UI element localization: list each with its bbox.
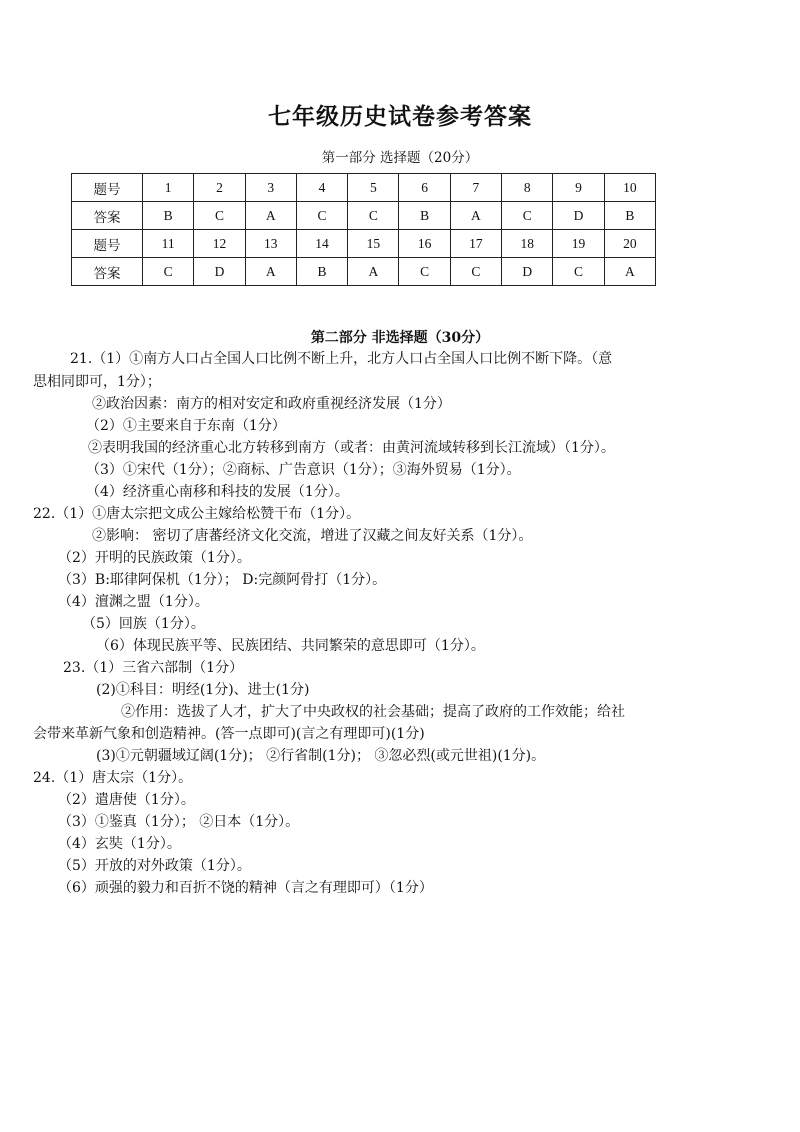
table-cell: 13	[245, 230, 296, 258]
answer-line: （2）①主要来自于东南（1分）	[86, 418, 286, 434]
answer-line: （3）B:耶律阿保机（1分）； D:完颜阿骨打（1分）。	[58, 572, 387, 588]
part2-heading: 第二部分 非选择题（30分）	[310, 330, 490, 346]
answer-line: (2)①科目：明经(1分)、进士(1分)	[96, 682, 310, 698]
answer-line: （6）体现民族平等、民族团结、共同繁荣的意思即可（1分）。	[96, 638, 485, 654]
table-cell: C	[296, 202, 347, 230]
table-cell: 19	[553, 230, 604, 258]
table-cell: D	[553, 202, 604, 230]
table-cell: C	[502, 202, 553, 230]
table-cell: 8	[502, 174, 553, 202]
table-cell: A	[245, 258, 296, 286]
answer-line: 21.（1）①南方人口占全国人口比例不断上升，北方人口占全国人口比例不断下降。（意	[70, 351, 613, 367]
table-cell: 10	[604, 174, 655, 202]
table-cell: A	[348, 258, 399, 286]
answer-line: （3）①宋代（1分）；②商标、广告意识（1分）；③海外贸易（1分）。	[86, 462, 521, 478]
table-cell: 18	[502, 230, 553, 258]
answer-line: ②表明我国的经济重心北方转移到南方（或者：由黄河流域转移到长江流域）（1分）。	[88, 440, 615, 456]
table-cell: C	[450, 258, 501, 286]
table-cell: 16	[399, 230, 450, 258]
table-cell: A	[450, 202, 501, 230]
answer-line: （3）①鉴真（1分）； ②日本（1分）。	[58, 814, 300, 830]
answer-line: （2）开明的民族政策（1分）。	[58, 550, 251, 566]
table-cell: 15	[348, 230, 399, 258]
table-cell: 6	[399, 174, 450, 202]
table-cell: 12	[194, 230, 245, 258]
table-cell: 7	[450, 174, 501, 202]
table-row	[72, 230, 656, 258]
table-cell: 20	[604, 230, 655, 258]
table-cell: 3	[245, 174, 296, 202]
answer-line: (3)①元朝疆域辽阔(1分)； ②行省制(1分)； ③忽必烈(或元世祖)(1分)。	[96, 748, 546, 764]
table-cell: C	[399, 258, 450, 286]
answer-line: （2）遣唐使（1分）。	[58, 792, 195, 808]
answer-line: 24.（1）唐太宗（1分）。	[33, 770, 193, 786]
table-cell: A	[604, 258, 655, 286]
table-cell: D	[502, 258, 553, 286]
table-cell: C	[194, 202, 245, 230]
table-cell: 1	[143, 174, 194, 202]
table-cell: B	[296, 258, 347, 286]
row-label: 题号	[72, 230, 143, 258]
table-cell: 17	[450, 230, 501, 258]
table-cell: B	[143, 202, 194, 230]
answer-line: （4）玄奘（1分）。	[58, 836, 181, 852]
table-cell: 4	[296, 174, 347, 202]
table-cell: 11	[143, 230, 194, 258]
part1-heading: 第一部分 选择题（20分）	[321, 150, 479, 166]
table-cell: C	[348, 202, 399, 230]
row-label: 答案	[72, 202, 143, 230]
table-cell: C	[143, 258, 194, 286]
answer-line: （5）回族（1分）。	[82, 616, 205, 632]
answer-line: 会带来革新气象和创造精神。(答一点即可)(言之有理即可)(1分)	[33, 726, 425, 742]
table-cell: B	[604, 202, 655, 230]
table-cell: D	[194, 258, 245, 286]
answer-line: （5）开放的对外政策（1分）。	[58, 858, 251, 874]
answer-line: 23.（1）三省六部制（1分）	[63, 660, 244, 676]
answer-line: 思相同即可，1分）；	[33, 374, 161, 390]
answer-line: 22.（1）①唐太宗把文成公主嫁给松赞干布（1分）。	[33, 506, 361, 522]
table-cell: 5	[348, 174, 399, 202]
answer-line: （6）顽强的毅力和百折不饶的精神（言之有理即可）（1分）	[58, 880, 433, 896]
answer-line: （4）澶渊之盟（1分）。	[58, 594, 209, 610]
table-row	[72, 202, 656, 230]
page-title: 七年级历史试卷参考答案	[268, 103, 532, 130]
answer-line: （4）经济重心南移和科技的发展（1分）。	[86, 484, 349, 500]
table-row	[72, 174, 656, 202]
answer-table	[71, 173, 656, 286]
table-cell: B	[399, 202, 450, 230]
row-label: 题号	[72, 174, 143, 202]
answer-line: ②政治因素：南方的相对安定和政府重视经济发展（1分）	[92, 396, 451, 412]
answer-line: ②作用：选拔了人才，扩大了中央政权的社会基础；提高了政府的工作效能；给社	[121, 704, 625, 720]
answer-line: ②影响： 密切了唐蕃经济文化交流，增进了汉藏之间友好关系（1分）。	[92, 528, 533, 544]
row-label: 答案	[72, 258, 143, 286]
table-cell: A	[245, 202, 296, 230]
table-cell: 14	[296, 230, 347, 258]
table-row	[72, 258, 656, 286]
table-cell: 9	[553, 174, 604, 202]
table-cell: 2	[194, 174, 245, 202]
table-cell: C	[553, 258, 604, 286]
